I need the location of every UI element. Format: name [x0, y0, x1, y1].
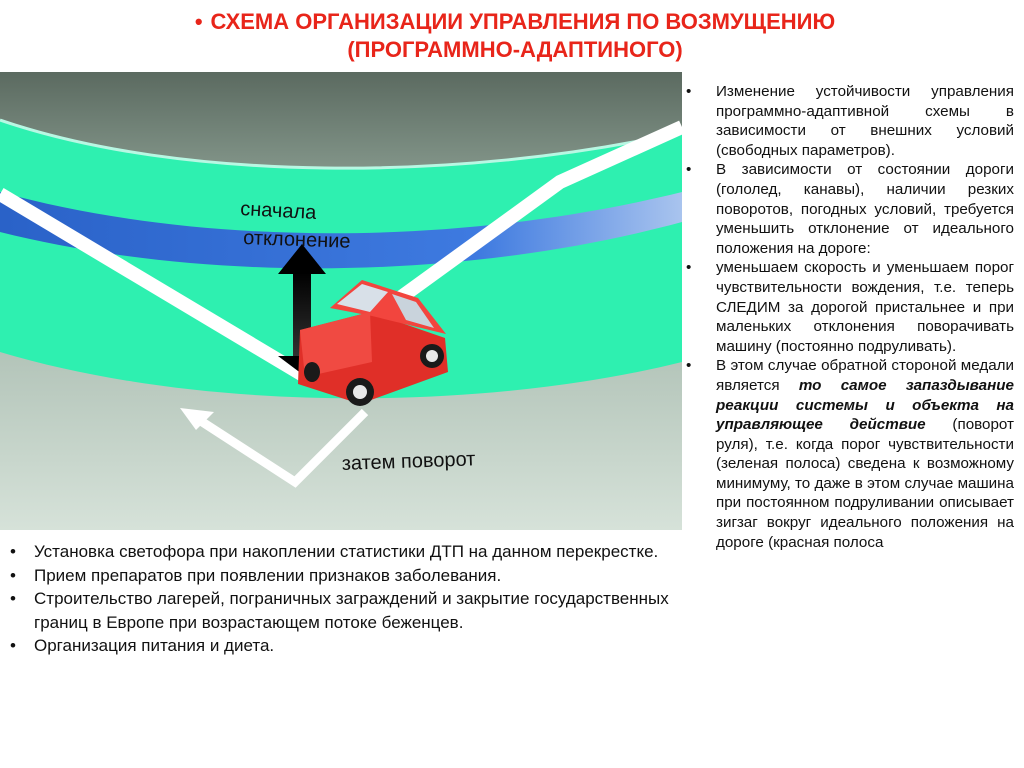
right-list [686, 82, 1014, 552]
right-list-item: • уменьшаем скорость и уменьшаем порог чувствительности вождения, т.е. теперь СЛЕДИМ за дорогой пристальнее и при маленьких отклонения поворачивать машину (постоянно подруливать). [686, 258, 1014, 356]
right-last-prefix: В этом случае обратной стороной медали является [716, 357, 1014, 394]
label-then-turn: затем поворот [341, 448, 476, 475]
bottom-column [8, 540, 672, 658]
bottom-list-item: • Организация питания и диета. [8, 634, 672, 658]
slide-title [100, 8, 930, 64]
road-scene [0, 72, 682, 530]
right-last-suffix: (поворот руля), т.е. когда порог чувствительности (зеленая полоса) сведена к возможному минимуму, то даже в этом случае машина при постоянном подруливании описывает зигзаг вокруг идеального положения на дороге (красная полоса [716, 416, 1014, 551]
label-deviation: отклонение [242, 227, 351, 253]
title-bullet: • [194, 9, 203, 34]
right-list-item: • Изменение устойчивости управления программно-адаптивной схемы в зависимости от внешних условий (свободных параметров). [686, 82, 1014, 160]
title-line-1: СХЕМА ОРГАНИЗАЦИИ УПРАВЛЕНИЯ ПО ВОЗМУЩЕНИЮ [210, 9, 836, 34]
bottom-list [8, 540, 672, 658]
right-column [686, 82, 1014, 768]
right-list-item: • В зависимости от состоянии дороги (гололед, канавы), наличии резких поворотов, погодных условий, требуется уменьшить отклонение от идеального положения на дороге: [686, 160, 1014, 258]
right-list-item-last [686, 356, 1014, 552]
right-last-emphasis: то самое запаздывание реакции системы и объекта на управляющее действие [716, 376, 1014, 434]
bottom-list-item: • Строительство лагерей, пограничных заграждений и закрытие государственных границ в Европе при возрастающем потоке беженцев. [8, 587, 672, 634]
title-line-2: (ПРОГРАММНО-АДАПТИНОГО) [347, 37, 683, 62]
label-first: сначала [239, 198, 317, 224]
road-illustration [0, 72, 682, 530]
bottom-list-item: • Прием препаратов при появлении признаков заболевания. [8, 564, 672, 588]
bottom-list-item: • Установка светофора при накоплении статистики ДТП на данном перекрестке. [8, 540, 672, 564]
